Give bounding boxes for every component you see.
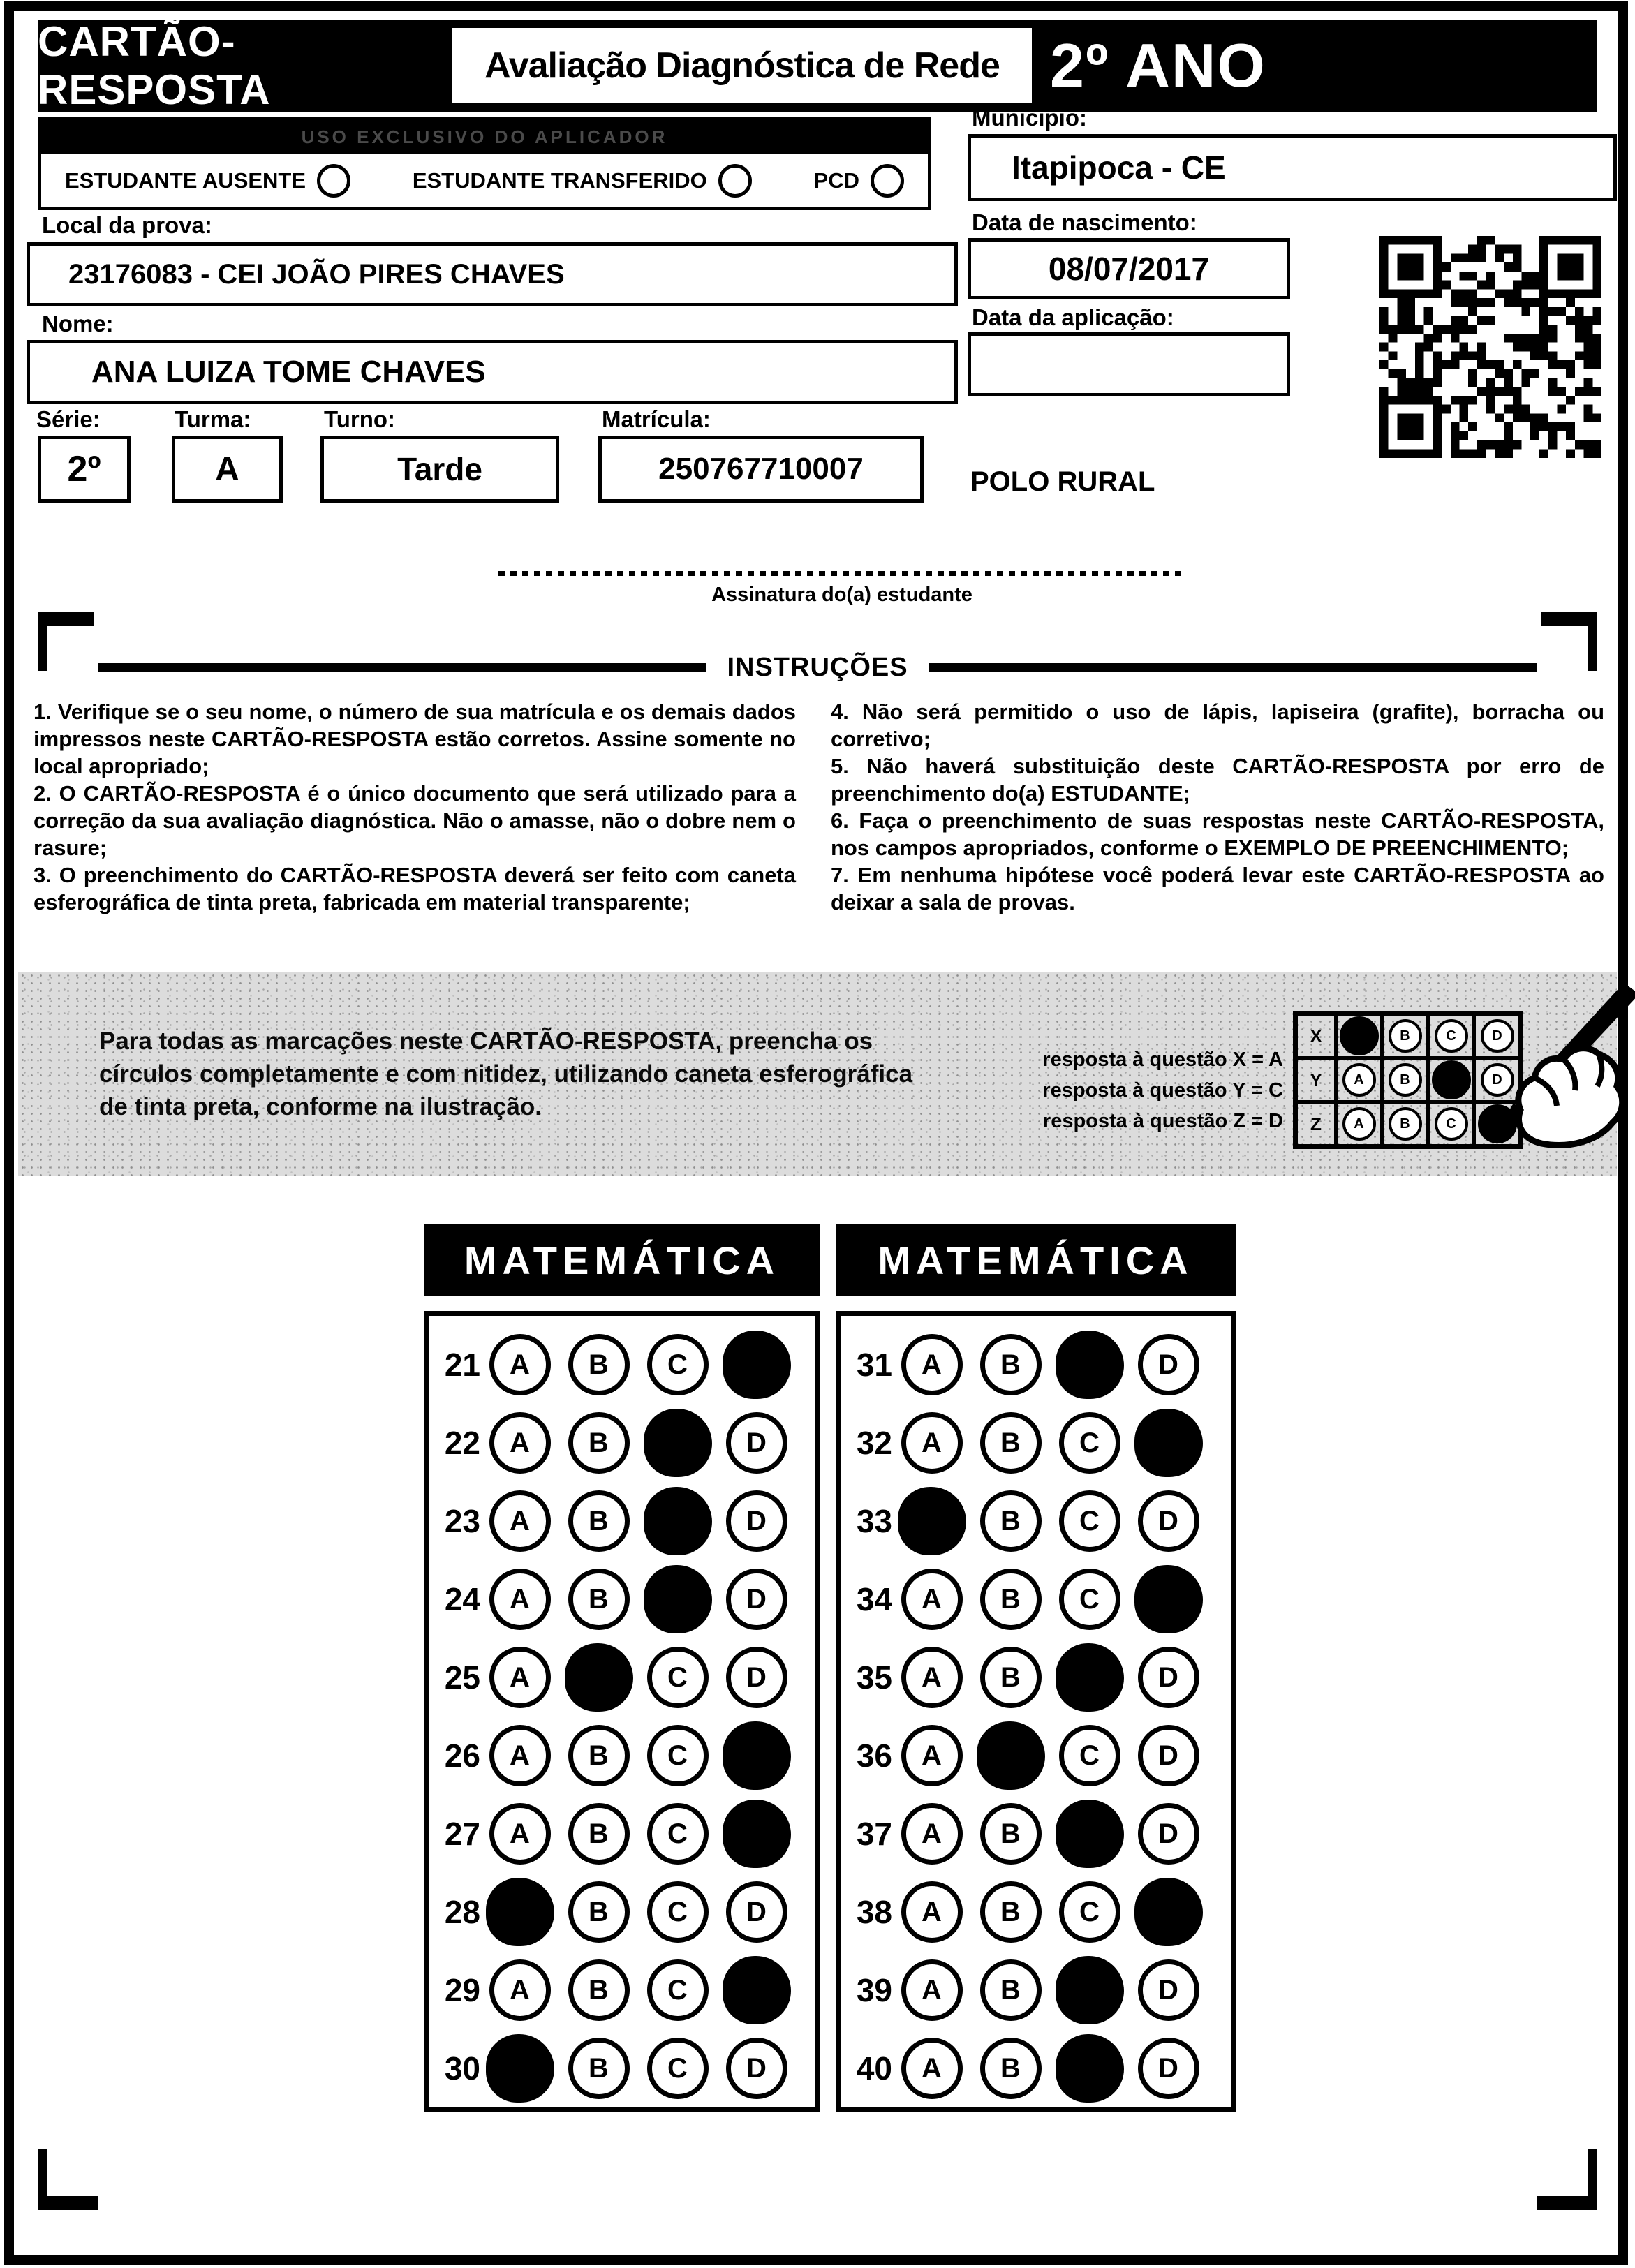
question-number: 21 (444, 1347, 480, 1383)
instructions-title: INSTRUÇÕES (727, 652, 908, 682)
example-bubble-X-A (1340, 1016, 1379, 1055)
turno-box (320, 436, 559, 503)
bubble-letter: C (667, 1740, 688, 1771)
example-row-label: Y (1296, 1058, 1336, 1102)
corner-mark-bottom-right (1537, 2149, 1597, 2210)
aplicacao-box[interactable] (968, 332, 1290, 396)
instruction-item: 7. Em nenhuma hipótese você poderá levar este CARTÃO-RESPOSTA ao deixar a sala de provas. (831, 863, 1604, 914)
nascimento-value: 08/07/2017 (1048, 251, 1210, 287)
bubble-letter: D (1158, 1818, 1178, 1849)
example-bubble-X-C: C (1435, 1019, 1468, 1053)
bubble-28-B[interactable] (568, 1881, 630, 1943)
turma-value: A (215, 450, 239, 488)
bubble-22-D[interactable] (726, 1412, 787, 1474)
bubble-letter: A (922, 2052, 942, 2084)
bubble-25-C[interactable] (647, 1647, 709, 1708)
bubble-letter: D (746, 1505, 767, 1536)
answer-row (436, 1873, 815, 1951)
question-number: 37 (856, 1816, 892, 1852)
bubble-21-B[interactable] (568, 1334, 630, 1395)
header-bar (38, 20, 1597, 112)
question-number: 39 (856, 1972, 892, 2008)
serie-box (38, 436, 131, 503)
bubble-letter: A (922, 1818, 942, 1849)
bubble-letter (746, 1818, 767, 1850)
nome-value: ANA LUIZA TOME CHAVES (91, 355, 486, 389)
aplicador-box (38, 117, 931, 210)
bubble-letter: D (1158, 2052, 1178, 2084)
bubble-22-B[interactable] (568, 1412, 630, 1474)
answer-row (848, 1951, 1231, 2029)
instruction-item: 4. Não será permitido o uso de lápis, lapiseira (grafite), borracha ou corretivo; (831, 699, 1604, 751)
bubble-27-D[interactable] (723, 1800, 791, 1868)
bubble-30-B[interactable] (568, 2038, 630, 2099)
question-number: 23 (444, 1503, 480, 1539)
bubble-35-A[interactable] (901, 1647, 963, 1708)
example-bubble-Z-B: B (1389, 1107, 1422, 1141)
local-prova-value: 23176083 - CEI JOÃO PIRES CHAVES (68, 258, 565, 290)
turma-box (172, 436, 283, 503)
question-number: 27 (444, 1816, 480, 1852)
bubble-letter (1079, 2053, 1100, 2084)
example-row-label: X (1296, 1014, 1336, 1058)
bubble-23-A[interactable] (489, 1490, 551, 1552)
answer-row (848, 1795, 1231, 1873)
bubble-letter: D (1158, 1740, 1178, 1771)
aplicacao-label: Data da aplicação: (972, 304, 1174, 330)
aplicador-bar-label: USO EXCLUSIVO DO APLICADOR (41, 119, 928, 154)
bubble-38-B[interactable] (980, 1881, 1042, 1943)
question-number: 22 (444, 1425, 480, 1461)
bubble-29-A[interactable] (489, 1959, 551, 2021)
example-caption: Para todas as marcações neste CARTÃO-RESPOSTA, preencha os círculos completamente e com nitidez, utilizando caneta esferográfica de tinta preta, conforme na ilustração. (99, 1028, 913, 1120)
bubble-31-B[interactable] (980, 1334, 1042, 1395)
bubble-24-B[interactable] (568, 1569, 630, 1630)
heading-rule-left (98, 663, 706, 672)
bubble-21-A[interactable] (489, 1334, 551, 1395)
answer-row (848, 2029, 1231, 2107)
bubble-37-D[interactable] (1138, 1803, 1199, 1865)
bubble-31-D[interactable] (1138, 1334, 1199, 1395)
example-bubble-Y-D: D (1481, 1063, 1514, 1097)
question-number: 24 (444, 1581, 480, 1617)
example-band (18, 972, 1617, 1176)
bubble-letter: B (589, 2052, 609, 2084)
answer-row (848, 1717, 1231, 1795)
bubble-letter (1158, 1584, 1178, 1615)
answer-row (436, 1717, 815, 1795)
bubble-26-A[interactable] (489, 1725, 551, 1786)
turno-value: Tarde (397, 451, 482, 487)
aplicador-options-row (41, 154, 928, 207)
bubble-29-D[interactable] (723, 1956, 791, 2024)
aplicador-option-label: ESTUDANTE TRANSFERIDO (412, 168, 707, 193)
bubble-letter (922, 1506, 942, 1537)
example-bubble-Y-A: A (1342, 1063, 1376, 1097)
qr-code (1379, 236, 1601, 458)
municipio-value: Itapipoca - CE (1012, 149, 1226, 186)
bubble-letter (1079, 1662, 1100, 1693)
instructions-column-right (831, 698, 1604, 916)
bubble-letter: B (589, 1818, 609, 1849)
bubble-24-D[interactable] (726, 1569, 787, 1630)
question-number: 32 (856, 1425, 892, 1461)
bubble-39-A[interactable] (901, 1959, 963, 2021)
bubble-letter (510, 2053, 530, 2084)
bubble-27-A[interactable] (489, 1803, 551, 1865)
bubble-letter: B (589, 1896, 609, 1927)
bubble-letter: B (589, 1740, 609, 1771)
instructions-column-left (34, 698, 796, 916)
bubble-letter: A (510, 1661, 530, 1693)
example-bubble-X-D: D (1481, 1019, 1514, 1053)
bubble-letter: A (510, 1583, 530, 1615)
bubble-37-A[interactable] (901, 1803, 963, 1865)
nascimento-label: Data de nascimento: (972, 209, 1197, 235)
instruction-item: 5. Não haverá substituição deste CARTÃO-RESPOSTA por erro de preenchimento do(a) ESTUDANTE; (831, 754, 1604, 806)
bubble-30-D[interactable] (726, 2038, 787, 2099)
bubble-letter: B (589, 1583, 609, 1615)
instructions-heading (98, 653, 1537, 681)
bubble-30-A[interactable] (486, 2034, 554, 2103)
question-number: 31 (856, 1347, 892, 1383)
aplicador-option (65, 164, 350, 198)
bubble-letter: D (1158, 1974, 1178, 2006)
bubble-letter: B (1000, 1427, 1021, 1458)
matricula-label: Matrícula: (602, 406, 711, 432)
instruction-item: 3. O preenchimento do CARTÃO-RESPOSTA deverá ser feito com caneta esferográfica de tinta preta, fabricada em material transparente; (34, 863, 796, 914)
bubble-24-A[interactable] (489, 1569, 551, 1630)
municipio-box (968, 134, 1617, 201)
bubble-27-B[interactable] (568, 1803, 630, 1865)
question-number: 40 (856, 2050, 892, 2087)
aplicador-option (814, 164, 904, 198)
bubble-letter: B (1000, 2052, 1021, 2084)
bubble-39-C[interactable] (1056, 1956, 1124, 2024)
bubble-letter: C (667, 1974, 688, 2006)
matricula-box (598, 436, 924, 503)
bubble-33-C[interactable] (1059, 1490, 1120, 1552)
question-number: 28 (444, 1894, 480, 1930)
polo-label: POLO RURAL (970, 466, 1155, 497)
bubble-letter: B (589, 1349, 609, 1380)
bubble-letter: B (589, 1427, 609, 1458)
example-bubble-X-B: B (1389, 1019, 1422, 1053)
bubble-24-C[interactable] (644, 1565, 712, 1633)
question-number: 30 (444, 2050, 480, 2087)
bubble-letter: D (1158, 1349, 1178, 1380)
bubble-letter: D (746, 1661, 767, 1693)
serie-value: 2º (67, 449, 101, 489)
question-number: 35 (856, 1659, 892, 1696)
bubble-39-B[interactable] (980, 1959, 1042, 2021)
bubble-letter: B (1000, 1818, 1021, 1849)
bubble-letter (746, 1740, 767, 1772)
bubble-26-C[interactable] (647, 1725, 709, 1786)
bubble-29-B[interactable] (568, 1959, 630, 2021)
bubble-36-C[interactable] (1059, 1725, 1120, 1786)
bubble-35-D[interactable] (1138, 1647, 1199, 1708)
bubble-32-C[interactable] (1059, 1412, 1120, 1474)
bubble-letter (746, 1975, 767, 2006)
bubble-40-C[interactable] (1056, 2034, 1124, 2103)
bubble-letter: B (1000, 1583, 1021, 1615)
bubble-40-A[interactable] (901, 2038, 963, 2099)
bubble-letter: D (1158, 1505, 1178, 1536)
grade-label: 2º ANO (1050, 31, 1266, 100)
bubble-23-D[interactable] (726, 1490, 787, 1552)
answer-row (436, 1326, 815, 1404)
example-answer-keys (996, 1044, 1283, 1136)
bubble-28-C[interactable] (647, 1881, 709, 1943)
answer-row (436, 1404, 815, 1482)
bubble-letter: A (922, 1740, 942, 1771)
instruction-item: 1. Verifique se o seu nome, o número de sua matrícula e os demais dados impressos neste CARTÃO-RESPOSTA estão corretos. Assine somente no local apropriado; (34, 699, 796, 778)
question-number: 36 (856, 1737, 892, 1774)
bubble-letter: C (1079, 1740, 1100, 1771)
bubble-34-C[interactable] (1059, 1569, 1120, 1630)
bubble-letter: B (1000, 1896, 1021, 1927)
corner-mark-top-right (1541, 612, 1597, 671)
bubble-35-B[interactable] (980, 1647, 1042, 1708)
example-key-line: resposta à questão Z = D (1042, 1110, 1283, 1132)
bubble-letter (1079, 1818, 1100, 1850)
aplicador-option-circle[interactable] (718, 164, 752, 198)
aplicador-option-label: ESTUDANTE AUSENTE (65, 168, 306, 193)
answer-grid-31-40 (836, 1311, 1236, 2112)
bubble-25-A[interactable] (489, 1647, 551, 1708)
bubble-letter: A (922, 1349, 942, 1380)
answer-section-title: MATEMÁTICA (836, 1224, 1236, 1296)
answer-row (848, 1560, 1231, 1638)
answer-row (436, 1560, 815, 1638)
bubble-27-C[interactable] (647, 1803, 709, 1865)
bubble-23-B[interactable] (568, 1490, 630, 1552)
answer-row (436, 2029, 815, 2107)
bubble-25-B[interactable] (565, 1643, 633, 1712)
bubble-31-A[interactable] (901, 1334, 963, 1395)
bubble-letter: B (1000, 1349, 1021, 1380)
bubble-29-C[interactable] (647, 1959, 709, 2021)
answer-row (848, 1873, 1231, 1951)
bubble-25-D[interactable] (726, 1647, 787, 1708)
bubble-letter: C (667, 1661, 688, 1693)
bubble-38-A[interactable] (901, 1881, 963, 1943)
bubble-letter: C (667, 1896, 688, 1927)
answer-section-title: MATEMÁTICA (424, 1224, 820, 1296)
signature-line[interactable] (498, 571, 1185, 576)
bubble-letter (746, 1349, 767, 1381)
nome-label: Nome: (42, 311, 114, 336)
bubble-letter: A (922, 1427, 942, 1458)
bubble-37-B[interactable] (980, 1803, 1042, 1865)
bubble-letter: A (510, 1505, 530, 1536)
question-number: 34 (856, 1581, 892, 1617)
bubble-23-C[interactable] (644, 1487, 712, 1555)
bubble-letter: A (510, 1974, 530, 2006)
bubble-36-A[interactable] (901, 1725, 963, 1786)
local-prova-box (27, 242, 958, 306)
hand-pen-illustration (1459, 979, 1635, 1153)
instruction-item: 6. Faça o preenchimento de suas respostas neste CARTÃO-RESPOSTA, nos campos apropriados, conforme o EXEMPLO DE PREENCHIMENTO; (831, 808, 1604, 860)
turno-label: Turno: (324, 406, 396, 432)
serie-label: Série: (36, 406, 101, 432)
answer-row (436, 1795, 815, 1873)
answer-row (848, 1482, 1231, 1560)
bubble-21-D[interactable] (723, 1331, 791, 1399)
bubble-38-D[interactable] (1134, 1878, 1203, 1946)
bubble-letter: A (510, 1349, 530, 1380)
aplicador-option (413, 164, 752, 198)
bubble-letter: B (589, 1974, 609, 2006)
bubble-letter: A (510, 1427, 530, 1458)
bubble-28-A[interactable] (486, 1878, 554, 1946)
aplicador-option-label: PCD (813, 168, 859, 193)
bubble-32-D[interactable] (1134, 1409, 1203, 1477)
bubble-36-B[interactable] (977, 1721, 1045, 1790)
bubble-letter: A (922, 1896, 942, 1927)
bubble-letter (667, 1428, 688, 1459)
bubble-letter (589, 1662, 609, 1693)
example-bubble-Z-A: A (1342, 1107, 1376, 1141)
bubble-30-C[interactable] (647, 2038, 709, 2099)
question-number: 38 (856, 1894, 892, 1930)
bubble-letter: C (667, 2052, 688, 2084)
bubble-39-D[interactable] (1138, 1959, 1199, 2021)
turma-label: Turma: (175, 406, 251, 432)
bubble-letter: B (589, 1505, 609, 1536)
bubble-letter: A (510, 1740, 530, 1771)
assessment-title: Avaliação Diagnóstica de Rede (452, 28, 1032, 103)
signature-label: Assinatura do(a) estudante (711, 584, 972, 606)
nascimento-box (968, 238, 1290, 299)
bubble-letter: D (1158, 1661, 1178, 1693)
bubble-letter: C (667, 1349, 688, 1380)
bubble-26-B[interactable] (568, 1725, 630, 1786)
answer-row (848, 1404, 1231, 1482)
bubble-28-D[interactable] (726, 1881, 787, 1943)
bubble-32-A[interactable] (901, 1412, 963, 1474)
heading-rule-right (929, 663, 1537, 672)
answer-row (436, 1482, 815, 1560)
bubble-33-D[interactable] (1138, 1490, 1199, 1552)
example-row-label: Z (1296, 1102, 1336, 1147)
answer-row (848, 1638, 1231, 1717)
bubble-40-B[interactable] (980, 2038, 1042, 2099)
question-number: 26 (444, 1737, 480, 1774)
bubble-letter (667, 1584, 688, 1615)
bubble-32-B[interactable] (980, 1412, 1042, 1474)
bubble-letter: D (746, 2052, 767, 2084)
bubble-22-A[interactable] (489, 1412, 551, 1474)
bubble-letter: B (1000, 1974, 1021, 2006)
answer-row (436, 1638, 815, 1717)
bubble-letter (1158, 1897, 1178, 1928)
bubble-letter: D (746, 1896, 767, 1927)
bubble-letter: C (667, 1818, 688, 1849)
nome-box (27, 340, 958, 404)
bubble-36-D[interactable] (1138, 1725, 1199, 1786)
corner-mark-top-left (38, 612, 94, 671)
bubble-letter: D (746, 1583, 767, 1615)
bubble-letter: C (1079, 1583, 1100, 1615)
question-number: 25 (444, 1659, 480, 1696)
bubble-22-C[interactable] (644, 1409, 712, 1477)
bubble-38-C[interactable] (1059, 1881, 1120, 1943)
card-title: CARTÃO-RESPOSTA (38, 18, 271, 113)
bubble-33-B[interactable] (980, 1490, 1042, 1552)
bubble-21-C[interactable] (647, 1334, 709, 1395)
bubble-letter: B (1000, 1505, 1021, 1536)
bubble-letter: C (1079, 1427, 1100, 1458)
bubble-letter (1079, 1975, 1100, 2006)
bubble-letter (1158, 1428, 1178, 1459)
instruction-item: 2. O CARTÃO-RESPOSTA é o único documento que será utilizado para a correção da sua avaliação diagnóstica. Não o amasse, não o dobre nem o rasure; (34, 781, 796, 860)
bubble-34-A[interactable] (901, 1569, 963, 1630)
answer-grid-21-30 (424, 1311, 820, 2112)
bubble-letter: D (746, 1427, 767, 1458)
bubble-letter (667, 1506, 688, 1537)
example-bubble-Z-C: C (1435, 1107, 1468, 1141)
bubble-35-C[interactable] (1056, 1643, 1124, 1712)
local-prova-label: Local da prova: (42, 212, 212, 238)
bubble-letter: A (922, 1583, 942, 1615)
bubble-37-C[interactable] (1056, 1800, 1124, 1868)
bubble-34-D[interactable] (1134, 1565, 1203, 1633)
example-bubble-Y-B: B (1389, 1063, 1422, 1097)
corner-mark-bottom-left (38, 2149, 98, 2210)
bubble-letter: A (922, 1974, 942, 2006)
aplicador-option-circle[interactable] (871, 164, 904, 198)
bubble-33-A[interactable] (898, 1487, 966, 1555)
example-key-line: resposta à questão X = A (1042, 1048, 1283, 1071)
municipio-label: Município: (972, 105, 1087, 131)
question-number: 29 (444, 1972, 480, 2008)
bubble-letter: B (1000, 1661, 1021, 1693)
answer-row (848, 1326, 1231, 1404)
bubble-letter: A (922, 1661, 942, 1693)
aplicador-option-circle[interactable] (317, 164, 350, 198)
answer-row (436, 1951, 815, 2029)
bubble-letter: C (1079, 1505, 1100, 1536)
bubble-letter (1000, 1740, 1021, 1772)
question-number: 33 (856, 1503, 892, 1539)
bubble-letter (1079, 1349, 1100, 1381)
bubble-26-D[interactable] (723, 1721, 791, 1790)
matricula-value: 250767710007 (658, 452, 864, 486)
bubble-letter (510, 1897, 530, 1928)
bubble-letter: A (510, 1818, 530, 1849)
bubble-letter: C (1079, 1896, 1100, 1927)
example-key-line: resposta à questão Y = C (1042, 1079, 1283, 1102)
bubble-31-C[interactable] (1056, 1331, 1124, 1399)
bubble-34-B[interactable] (980, 1569, 1042, 1630)
bubble-40-D[interactable] (1138, 2038, 1199, 2099)
